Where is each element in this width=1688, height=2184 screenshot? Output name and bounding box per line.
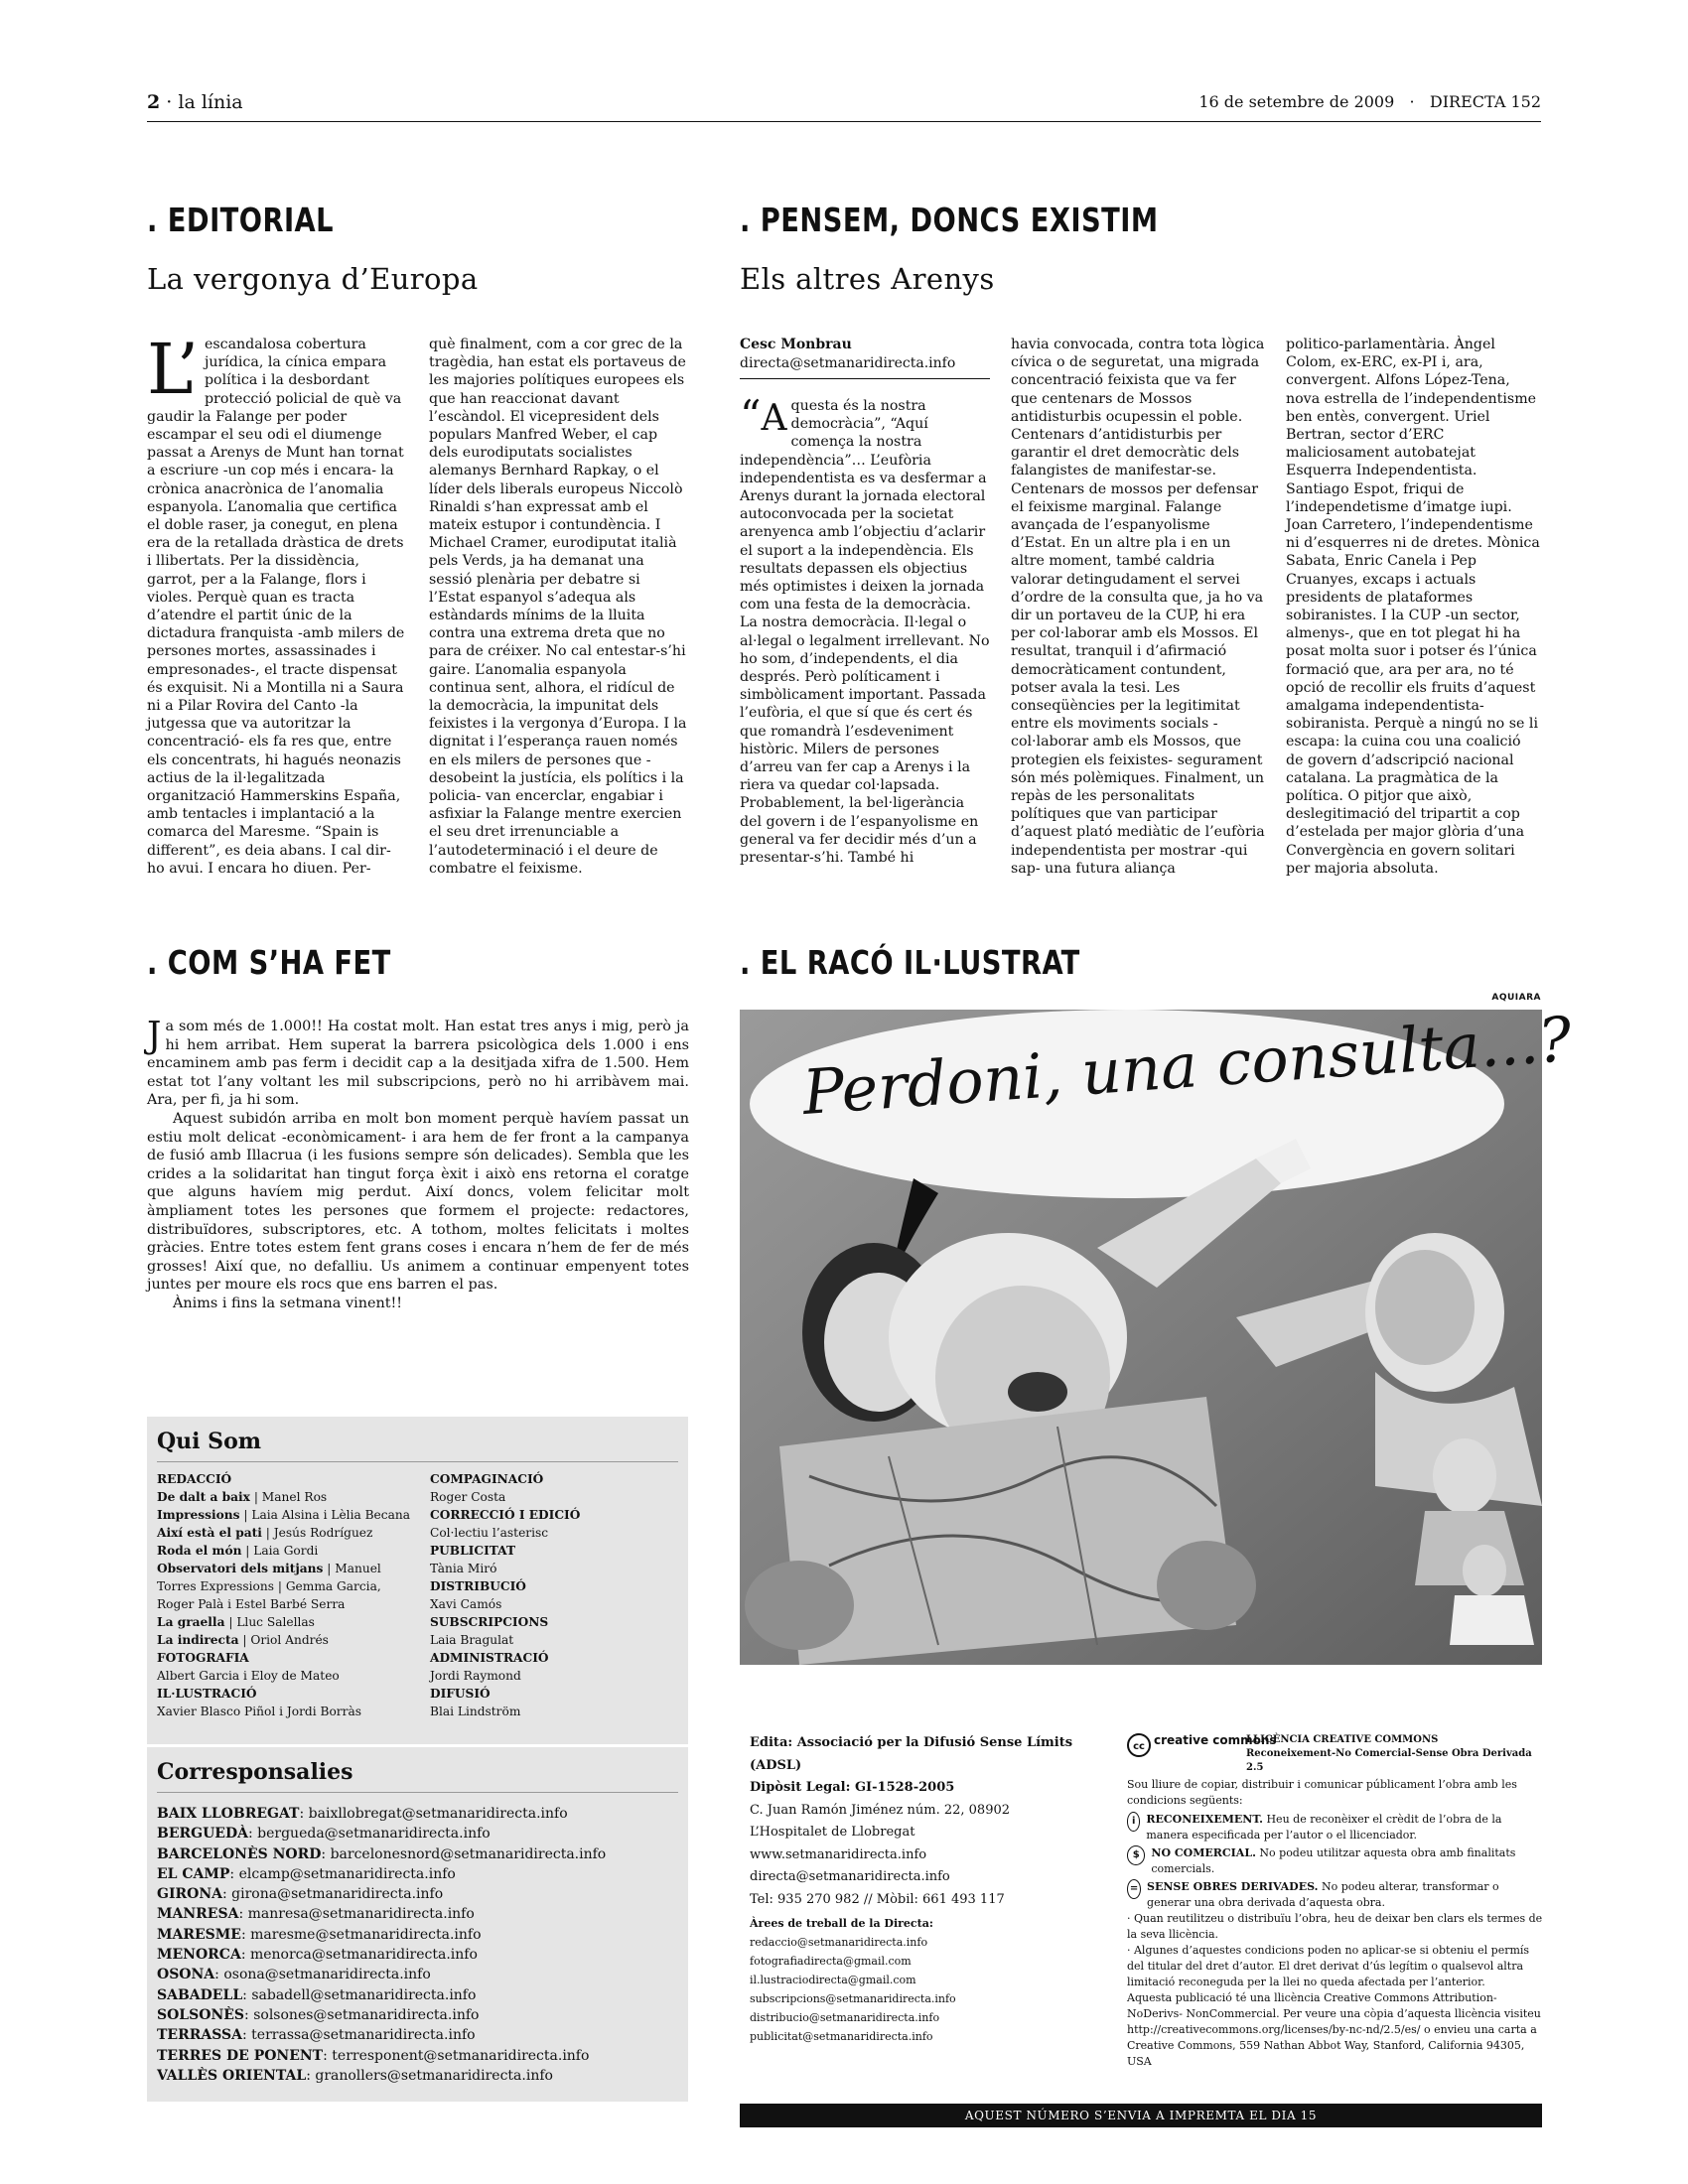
credit-line: Jordi Raymond	[430, 1669, 521, 1683]
email-link[interactable]: redaccio@setmanaridirecta.info	[750, 1936, 928, 1949]
email-link[interactable]: distribucio@setmanaridirecta.info	[750, 2011, 940, 2024]
email-link[interactable]: fotografiadirecta@gmail.com	[750, 1955, 912, 1968]
licence-note: Aquesta publicació té una llicència Creative Commons Attribution-NoDerivs- NonCommercial. Per veure una còpia d’aquesta llicència visiteu http://creativecommons.org/licenses/by-nc-nd/2.5/es/ o envieu una carta a Creative Commons, 559 Nathan Abbot Way, Stanford, California 94305, USA	[1127, 1991, 1541, 2068]
credit-line: COMPAGINACIÓ	[430, 1472, 544, 1486]
credit-line: Albert Garcia i Eloy de Mateo	[157, 1669, 340, 1683]
pensem-text-3: politico-parlamentària. Àngel Colom, ex-ERC, ex-PI i, ara, convergent. Alfons López-Tena, nova estrella de l’independentisme ben entès, convergent. Uriel Bertran, sector d’ERC maliciosament autobatejat Esquerra Independentista. Santiago Espot, friqui de l’independetisme d’imatge iupi. Joan Carretero, l’independentisme ni d’esquerres ni de dretes. Mònica Sabata, Enric Canela i Pep Cruanyes, excaps i actuals presidents de plataformes sobiranistes. I la CUP -un sector, almenys-, que en tot plegat hi ha posat molta suor i potser és l’única formació que, ara per ara, no té opció de recollir els fruits d’aquest amalgama independentista-sobiranista. Perquè a ningú no se li escapa: la cuina cou una coalició de govern d’adscripció nacional catalana. La pragmàtica de la política. O pitjor que això, deslegitimació del tripartit a cop d’estelada per major glòria d’una Convergència en govern solitari per majoria absoluta.	[1286, 337, 1540, 877]
quisom-left-column	[157, 1470, 425, 1720]
issue-number: DIRECTA 152	[1429, 92, 1541, 111]
list-item: VALLÈS ORIENTAL: granollers@setmanaridirecta.info	[157, 2067, 553, 2084]
licence-title: LLICÈNCIA CREATIVE COMMONS	[1246, 1734, 1439, 1745]
email-link[interactable]: elcamp@setmanaridirecta.info	[238, 1865, 456, 1882]
list-item: BERGUEDÀ: bergueda@setmanaridirecta.info	[157, 1826, 491, 1843]
credit-line: REDACCIÓ	[157, 1472, 232, 1486]
email-link[interactable]: bergueda@setmanaridirecta.info	[257, 1826, 491, 1843]
comshafet-p1: a som més de 1.000!! Ha costat molt. Han estat tres anys i mig, però ja hi hem arribat. Hem superat la barrera psicològica dels 1.000 i ens encaminem amb pas ferm i decidit cap a la desitjada xifra de 1.500. Hem estat tot l’any voltant les mil subscripcions, però no hi arribàvem mai. Ara, per fi, ja hi som.	[147, 1019, 689, 1109]
credit-line: DIFUSIÓ	[430, 1687, 491, 1701]
credit-line: Torres Expressions | Gemma Garcia,	[157, 1579, 381, 1593]
email-link[interactable]: menorca@setmanaridirecta.info	[249, 1947, 478, 1964]
section-name: la línia	[178, 91, 243, 113]
editorial-section-title: . EDITORIAL	[147, 201, 335, 239]
credit-line: Xavi Camós	[430, 1597, 502, 1611]
credit-line: Col·lectiu l’asterisc	[430, 1526, 549, 1540]
publisher-info: Edita: Associació per la Difusió Sense Límits (ADSL) Dipòsit Legal: GI-1528-2005 C. Juan Ramón Jiménez núm. 22, 08902 L’Hospitalet de Llobregat www.setmanaridirecta.info directa@setmanaridirecta.info Tel: 935 270 982 // Mòbil: 661 493 117	[750, 1732, 1097, 1911]
list-item: EL CAMP: elcamp@setmanaridirecta.info	[157, 1865, 456, 1882]
pensem-text-1: questa és la nostra democràcia”, “Aquí comença la nostra independència”… L’eufòria independentista es va desfermar a Arenys durant la jornada electoral autoconvocada per la societat arenyenca amb l’objectiu d’aclarir el suport a la independència. Els resultats depassen els objectius més optimistes i deixen la jornada com una festa de la democràcia. La nostra democràcia. Il·legal o al·legal o legalment irrellevant. No ho som, d’independents, el dia després. Però políticament i simbòlicament important. Passada l’eufòria, el que sí que és cert és que romandrà l’esdeveniment històric. Milers de persones d’arreu van fer cap a Arenys i la riera va quedar col·lapsada. Probablement, la bel·ligerància del govern i de l’espanyolisme en general va fer decidir més d’un a presentar-s’hi. També hi	[740, 398, 990, 867]
credit-line: IL·LUSTRACIÓ	[157, 1687, 257, 1701]
credit-line: La graella | Lluc Salellas	[157, 1615, 315, 1629]
credit-line: CORRECCIÓ I EDICIÓ	[430, 1508, 581, 1522]
noncommercial-icon: $	[1127, 1845, 1145, 1865]
pensem-column-3	[1286, 336, 1542, 878]
credit-line: Xavier Blasco Piñol i Jordi Borràs	[157, 1705, 361, 1718]
credit-line: Impressions | Laia Alsina i Lèlia Becana	[157, 1508, 410, 1522]
list-item: SABADELL: sabadell@setmanaridirecta.info	[157, 1986, 477, 2003]
editorial-dropcap: L’	[147, 329, 199, 410]
page-number: 2	[147, 91, 161, 113]
licence-body: Sou lliure de copiar, distribuir i comunicar públicament l’obra amb les condicions següents: i RECONEIXEMENT. Heu de reconèixer el crèdit de l’obra de la manera especificada per l’autor o el llicenciador. $ NO COMERCIAL. No podeu utilitzar aquesta obra amb finalitats comercials. = SENSE OBRES DERIVADES. No podeu alterar, transformar o generar una obra derivada d’aquesta obra. · Quan reutilitzeu o distribuïu l’obra, heu de deixar ben clars els termes de la seva llicència. · Algunes d’aquestes condicions poden no aplicar-se si obteniu el permís del titular del dret d’autor. El dret derivat d’ús legítim o qualsevol altra limitació reconeguda per la llei no queda afectada per l’anterior. Aquesta publicació té una llicència Creative Commons Attribution-NoDerivs- NonCommercial. Per veure una còpia d’aquesta llicència visiteu http://creativecommons.org/licenses/by-nc-nd/2.5/es/ o envieu una carta a Creative Commons, 559 Nathan Abbot Way, Stanford, California 94305, USA	[1127, 1778, 1543, 2068]
speech-bubble-text: Perdoni, una consulta...?	[799, 1003, 1574, 1129]
issue-info: 16 de setembre de 2009 · DIRECTA 152	[1198, 92, 1541, 111]
noderivatives-icon: =	[1127, 1879, 1141, 1899]
credit-line: Blai Lindström	[430, 1705, 521, 1718]
corresponsalies-title: Corresponsalies	[157, 1759, 353, 1785]
raco-section-title: . EL RACÓ IL·LUSTRAT	[740, 943, 1080, 982]
quisom-title: Qui Som	[157, 1429, 262, 1454]
credit-line: Laia Bragulat	[430, 1633, 514, 1647]
website-link[interactable]: www.setmanaridirecta.info	[750, 1846, 927, 1862]
author-block	[740, 336, 990, 373]
comshafet-dropcap: J	[147, 1016, 162, 1056]
comshafet-p3: Ànims i fins la setmana vinent!!	[173, 1295, 403, 1311]
licence-note: · Algunes d’aquestes condicions poden no aplicar-se si obteniu el permís del titular del dret d’autor. El dret derivat d’ús legítim o qualsevol altra limitació reconeguda per la llei no queda afectada per l’anterior.	[1127, 1944, 1530, 1988]
list-item: GIRONA: girona@setmanaridirecta.info	[157, 1886, 444, 1903]
email-link[interactable]: barcelonesnord@setmanaridirecta.info	[330, 1845, 607, 1862]
editorial-headline: La vergonya d’Europa	[147, 262, 479, 296]
header-rule	[147, 121, 1541, 122]
cc-logo-text: creative commons	[1154, 1733, 1277, 1747]
licence-intro: Sou lliure de copiar, distribuir i comunicar públicament l’obra amb les condicions següents:	[1127, 1778, 1517, 1807]
attribution-icon: i	[1127, 1812, 1140, 1832]
credit-line: Roger Costa	[430, 1490, 506, 1504]
list-item: MENORCA: menorca@setmanaridirecta.info	[157, 1947, 478, 1964]
pensem-column-2	[1011, 336, 1265, 878]
page-folio: 2 · la línia	[147, 91, 243, 113]
illustration-credit: AQUIARA	[1491, 993, 1541, 1003]
email-link[interactable]: subscripcions@setmanaridirecta.info	[750, 1992, 956, 2005]
editorial-text-2: què finalment, com a cor grec de la tragèdia, han estat els portaveus de les majories polítiques europees els que han reaccionat davant l’escàndol. El vicepresident dels populars Manfred Weber, el cap dels eurodiputats socialistes alemanys Bernhard Rapkay, o el líder dels liberals europeus Niccolò Rinaldi s’han expressat amb el mateix estupor i contundència. I Michael Cramer, eurodiputat italià pels Verds, ja ha demanat una sessió plenària per debatre si l’Estat espanyol s’adequa als estàndards mínims de la lluita contra una extrema dreta que no para de créixer. No cal entestar-s’hi gaire. L’anomalia espanyola continua sent, alhora, el ridícul de la democràcia, la impunitat dels feixistes i la vergonya d’Europa. I la dignitat i l’esperança rauen només en els milers de persones que -desobeint la justícia, els polítics i la policia- van encerclar, engabiar i asfixiar la Falange mentre exercien el seu dret irrenunciable a l’autodeterminació i el deure de combatre el feixisme.	[429, 337, 687, 877]
corresponsalies-list	[157, 1804, 683, 2086]
pensem-column-1	[740, 391, 990, 867]
credit-line: Així està el pati | Jesús Rodríguez	[157, 1526, 373, 1540]
credit-line: PUBLICITAT	[430, 1544, 516, 1558]
author-name: Cesc Monbrau	[740, 337, 852, 352]
list-item: TERRES DE PONENT: terresponent@setmanaridirecta.info	[157, 2047, 590, 2064]
quisom-box	[147, 1417, 688, 1744]
pensem-section-title: . PENSEM, DONCS EXISTIM	[740, 201, 1159, 239]
list-item: OSONA: osona@setmanaridirecta.info	[157, 1967, 431, 1983]
list-item: BAIX LLOBREGAT: baixllobregat@setmanaridirecta.info	[157, 1806, 568, 1822]
credit-line: La indirecta | Oriol Andrés	[157, 1633, 329, 1647]
comshafet-p2: Aquest subidón arriba en molt bon moment perquè havíem passat un estiu molt delicat -econòmicament- i ara hem de fer front a la campanya de fusió amb Illacrua (i les fusions sempre són delicades). Sembla que les crides a la solidaritat han tingut força èxit i això ens retorna el coratge que alguns havíem mig perdut. Així doncs, volem felicitar molt àmpliament totes les persones que formem el projecte: redactores, distribuïdores, subscriptores, etc. A tothom, moltes felicitats i moltes gràcies. Entre totes estem fent grans coses i encara n’hem de fer de més grosses! Així que, no defalliu. Us animem a continuar empenyent totes juntes per moure els rocs que ens barren el pas.	[147, 1110, 689, 1294]
work-areas	[750, 1914, 1067, 2046]
list-item: TERRASSA: terrassa@setmanaridirecta.info	[157, 2027, 476, 2044]
email-link[interactable]: il.lustraciodirecta@gmail.com	[750, 1974, 916, 1986]
licence-subtitle: Reconeixement-No Comercial-Sense Obra Derivada 2.5	[1246, 1748, 1532, 1773]
editorial-column-1	[147, 329, 405, 878]
collage-illustration	[740, 1003, 1574, 1665]
credit-line: De dalt a baix | Manel Ros	[157, 1490, 328, 1504]
svg-text:cc: cc	[1133, 1741, 1145, 1752]
author-rule	[740, 378, 990, 379]
email-link[interactable]: osona@setmanaridirecta.info	[223, 1967, 431, 1983]
credit-line: Observatori dels mitjans | Manuel	[157, 1562, 381, 1575]
cc-logo-icon	[1127, 1732, 1277, 1758]
author-email: directa@setmanaridirecta.info	[740, 355, 956, 371]
credit-line: SUBSCRIPCIONS	[430, 1615, 549, 1629]
credit-line: FOTOGRAFIA	[157, 1651, 249, 1665]
list-item: BARCELONÈS NORD: barcelonesnord@setmanaridirecta.info	[157, 1845, 607, 1862]
list-item: SOLSONÈS: solsones@setmanaridirecta.info	[157, 2006, 480, 2023]
corresponsalies-box	[147, 1747, 688, 2102]
email-link[interactable]: terrassa@setmanaridirecta.info	[251, 2027, 476, 2044]
email-link[interactable]: granollers@setmanaridirecta.info	[315, 2067, 553, 2084]
email-link[interactable]: publicitat@setmanaridirecta.info	[750, 2030, 933, 2043]
email-link[interactable]: terresponent@setmanaridirecta.info	[332, 2047, 590, 2064]
email-link[interactable]: maresme@setmanaridirecta.info	[250, 1926, 482, 1943]
email-link[interactable]: girona@setmanaridirecta.info	[231, 1886, 444, 1903]
list-item: MARESME: maresme@setmanaridirecta.info	[157, 1926, 482, 1943]
pensem-headline: Els altres Arenys	[740, 262, 995, 296]
pensem-dropcap: “A	[740, 391, 787, 440]
list-item: MANRESA: manresa@setmanaridirecta.info	[157, 1906, 475, 1923]
licence-title-block	[1246, 1733, 1544, 1775]
comshafet-body	[147, 1018, 689, 1313]
pensem-text-2: havia convocada, contra tota lògica cívica o de seguretat, una migrada concentració feixista que va fer que centenars de Mossos antidisturbis ocupessin el poble. Centenars d’antidisturbis per garantir el dret democràtic dels falangistes de manifestar-se. Centenars de mossos per defensar el feixisme marginal. Falange avançada de l’espanyolisme d’Estat. En un altre pla i en un altre moment, també caldria valorar detingudament el servei d’ordre de la consulta que, ja ho va dir un portaveu de la CUP, hi era per col·laborar amb els Mossos. El resultat, tranquil i d’afirmació democràticament contundent, potser avala la tesi. Les conseqüències per la legitimitat entre els moviments socials -col·laborar amb els Mossos, que protegien els feixistes- segurament són més polèmiques. Finalment, un repàs de les personalitats polítiques que van participar d’aquest plató mediàtic de l’eufòria independentista per mostrar -qui sap- una futura aliança	[1011, 337, 1265, 877]
credit-line: Tània Miró	[430, 1562, 497, 1575]
credit-line: ADMINISTRACIÓ	[430, 1651, 549, 1665]
email-link[interactable]: directa@setmanaridirecta.info	[750, 1869, 950, 1884]
email-link[interactable]: sabadell@setmanaridirecta.info	[251, 1986, 477, 2003]
print-date-bar: AQUEST NÚMERO S’ENVIA A IMPREMTA EL DIA 15	[740, 2104, 1542, 2127]
issue-date: 16 de setembre de 2009	[1198, 92, 1395, 111]
email-link[interactable]: baixllobregat@setmanaridirecta.info	[308, 1806, 568, 1822]
credit-line: Roger Palà i Estel Barbé Serra	[157, 1597, 346, 1611]
credit-line: Roda el món | Laia Gordi	[157, 1544, 319, 1558]
editorial-column-2	[429, 336, 689, 878]
work-areas-title: Àrees de treball de la Directa:	[750, 1917, 933, 1930]
email-link[interactable]: manresa@setmanaridirecta.info	[247, 1906, 475, 1923]
licence-note: · Quan reutilitzeu o distribuïu l’obra, heu de deixar ben clars els termes de la seva llicència.	[1127, 1912, 1543, 1941]
email-link[interactable]: solsones@setmanaridirecta.info	[253, 2006, 480, 2023]
phone-line: Tel: 935 270 982 // Mòbil: 661 493 117	[750, 1891, 1005, 1907]
credit-line: DISTRIBUCIÓ	[430, 1579, 526, 1593]
comshafet-section-title: . COM S’HA FET	[147, 943, 391, 982]
illustration	[740, 1003, 1574, 1665]
creative-commons-logo	[1127, 1732, 1277, 1758]
quisom-right-column	[430, 1470, 678, 1720]
editorial-text-1: escandalosa cobertura jurídica, la cínica empara política i la desbordant protecció policial de què va gaudir la Falange per poder escampar el seu odi el diumenge passat a Arenys de Munt han tornat a escriure -un cop més i encara- la crònica anacrònica de l’anomalia espanyola. L’anomalia que certifica el doble raser, ja conegut, en plena era de la retallada dràstica de drets i llibertats. Per la dissidència, garrot, per a la Falange, flors i violes. Perquè quan es tracta d’atendre el partit únic de la dictadura franquista -amb milers de persones mortes, assassinades i empresonades-, el tracte dispensat és exquisit. Ni a Montilla ni a Saura ni a Pilar Rovira del Canto -la jutgessa que va autoritzar la concentració- els fa res que, entre els concentrats, hi hagués neonazis actius de la il·legalitzada organització Hammerskins España, amb tentacles i implantació a la comarca del Maresme. “Spain is different”, es deia abans. I cal dir-ho avui. I encara ho diuen. Per-	[147, 337, 405, 877]
